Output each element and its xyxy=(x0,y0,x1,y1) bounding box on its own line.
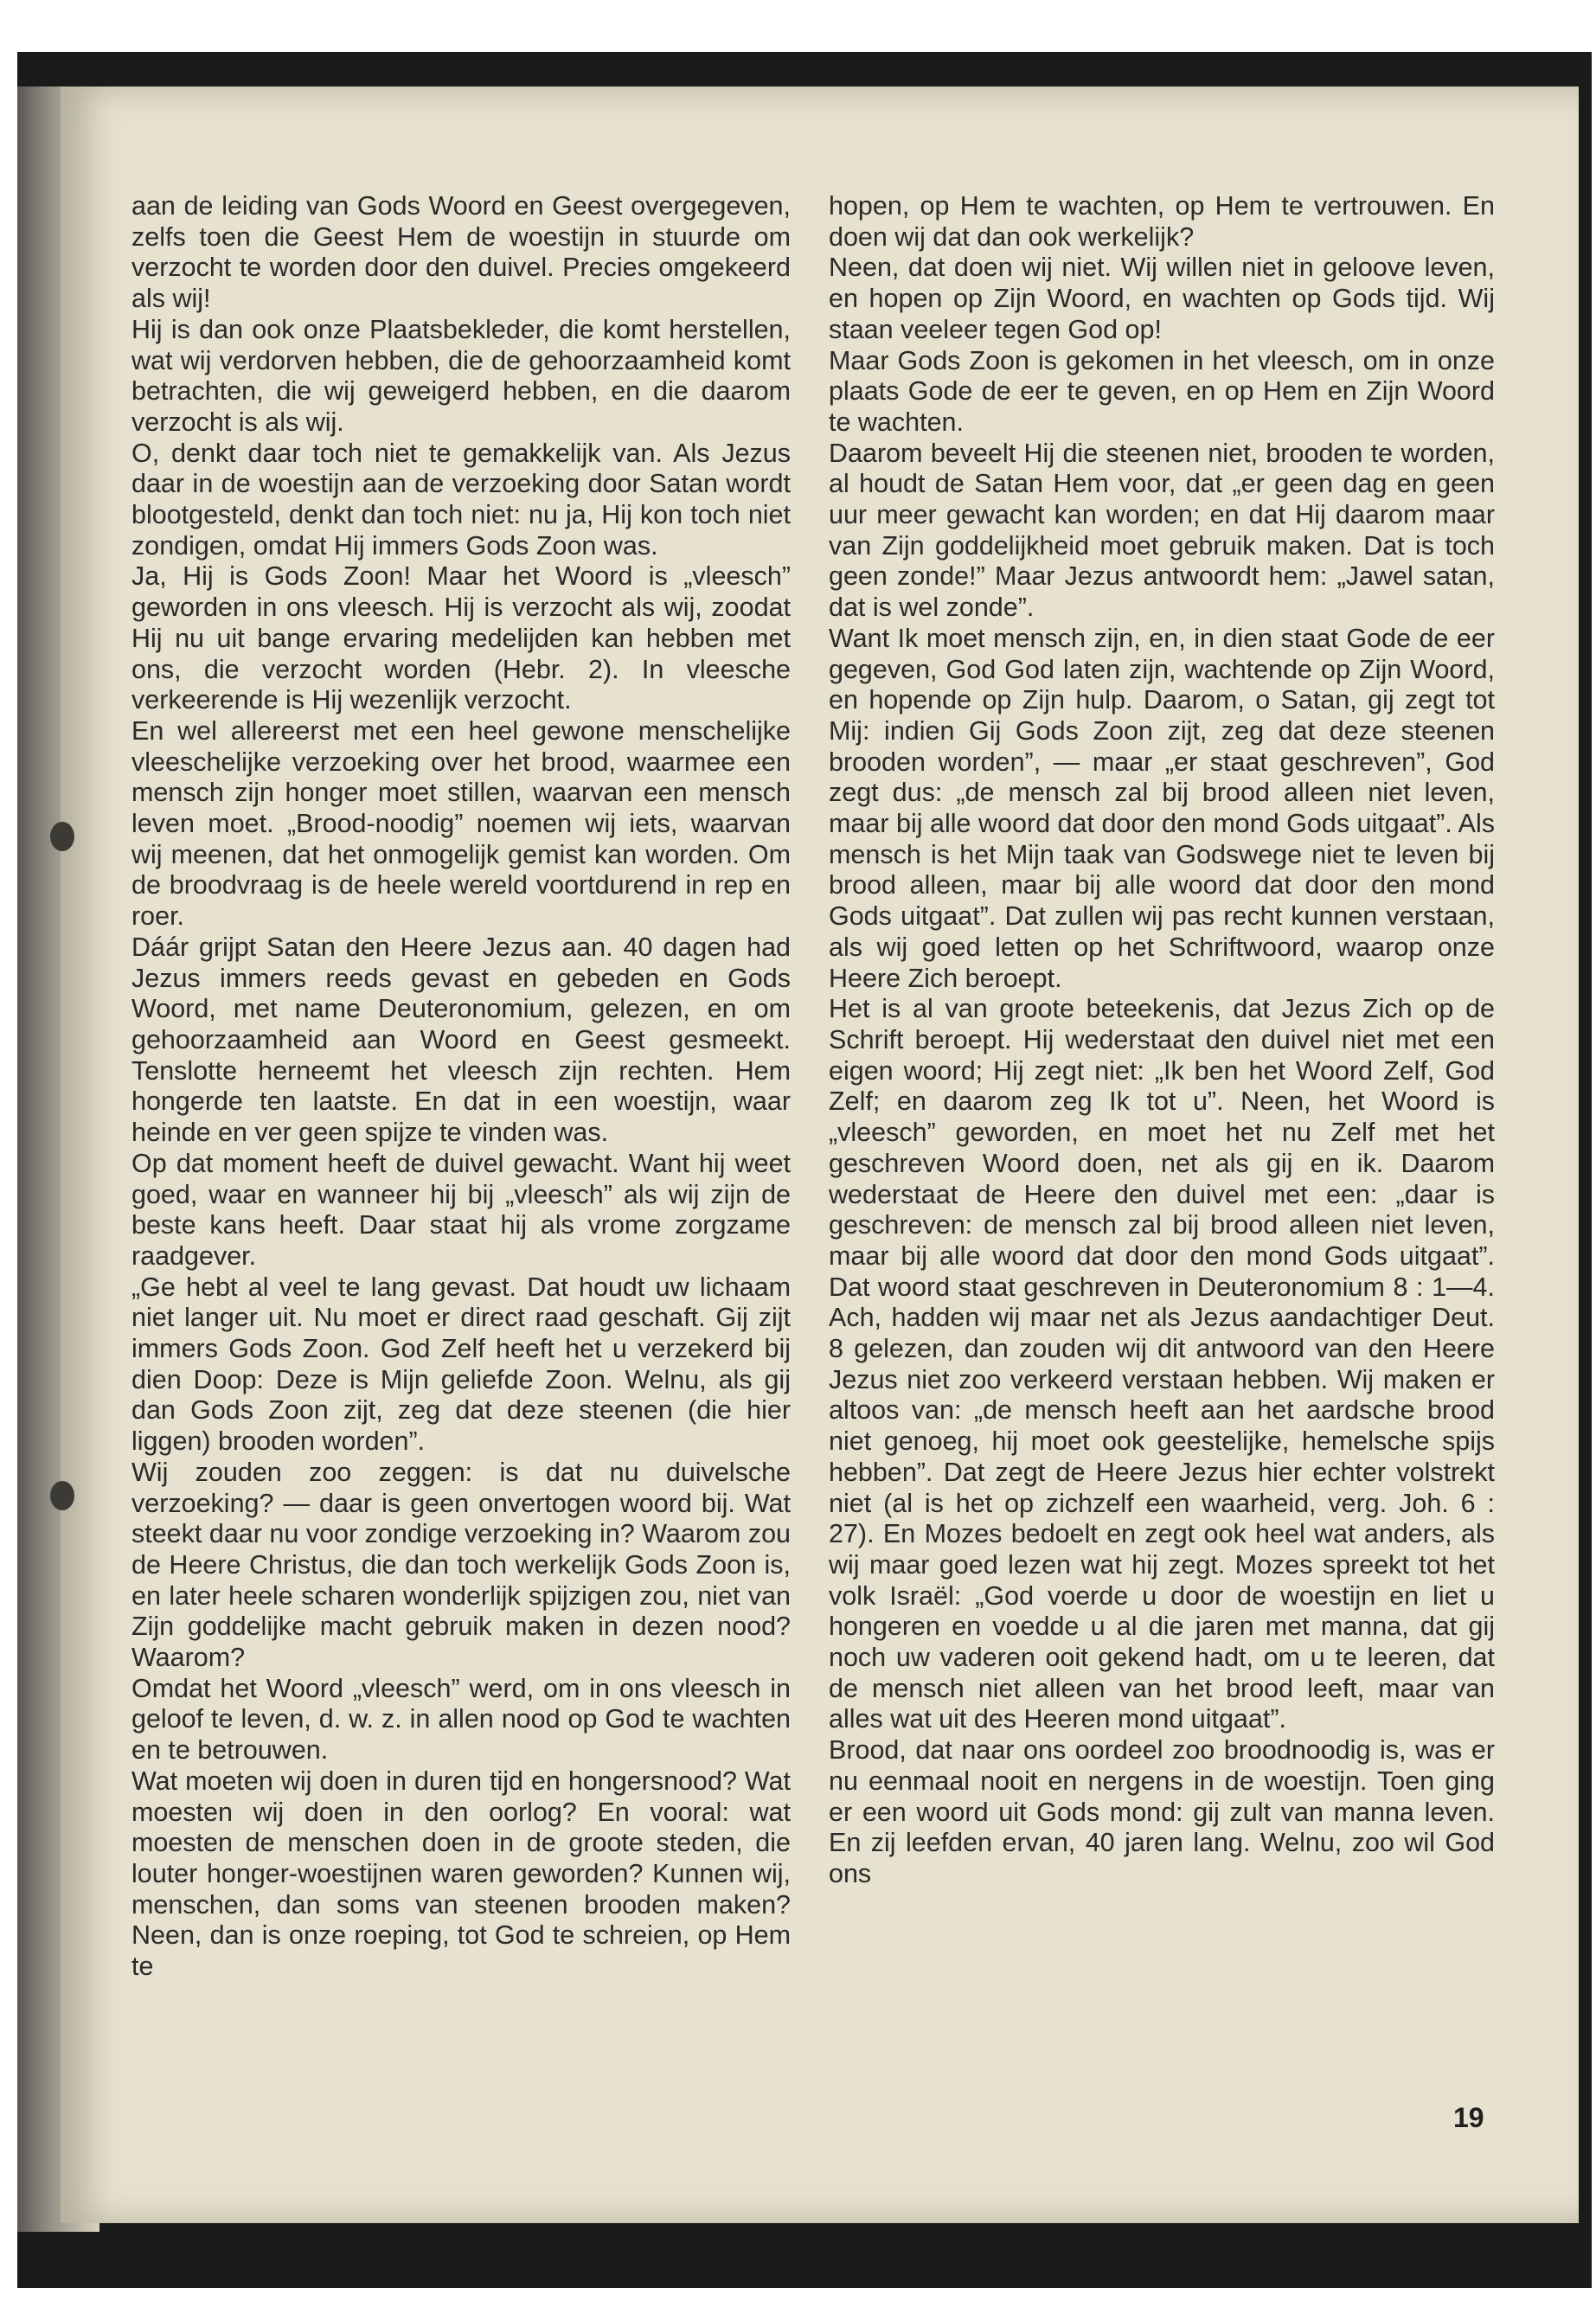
paragraph: Omdat het Woord „vleesch” werd, om in ons vleesch in geloof te leven, d. w. z. in allen nood op God te wachten en te betrouwen. xyxy=(131,1673,791,1766)
paragraph: hopen, op Hem te wachten, op Hem te vertrouwen. En doen wij dat dan ook werkelijk? xyxy=(829,191,1495,252)
paragraph: Brood, dat naar ons oordeel zoo broodnoodig is, was er nu eenmaal nooit en nergens in de woestijn. Toen ging er een woord uit Gods mond: gij zult van manna leven. En zij leefden ervan, 40 jaren lang. Welnu, zoo wil God ons xyxy=(829,1735,1495,1888)
paragraph: Want Ik moet mensch zijn, en, in dien staat Gode de eer gegeven, God God laten zijn, wachtende op Zijn Woord, en hopende op Zijn hulp. Daarom, o Satan, gij zegt tot Mij: indien Gij Gods Zoon zijt, zeg dat deze steenen brooden worden”, — maar „er staat geschreven”, God zegt dus: „de mensch zal bij brood alleen niet leven, maar bij alle woord dat door den mond Gods uitgaat”. Als mensch is het Mijn taak van Godswege niet te leven bij brood alleen, maar bij alle woord dat door den mond Gods uitgaat”. Dat zullen wij pas recht kunnen verstaan, als wij goed letten op het Schriftwoord, waarop onze Heere Zich beroept. xyxy=(829,623,1495,993)
paragraph: Het is al van groote beteekenis, dat Jezus Zich op de Schrift beroept. Hij wederstaat den duivel niet met een eigen woord; Hij zegt niet: „Ik ben het Woord Zelf, God Zelf; en daarom zeg Ik tot u”. Neen, het Woord is „vleesch” geworden, en moet het nu Zelf met het geschreven Woord doen, net als gij en ik. Daarom wederstaat de Heere den duivel met een: „daar is geschreven: de mensch zal bij brood alleen niet leven, maar bij alle woord dat door den mond Gods uitgaat”. Dat woord staat geschreven in Deuteronomium 8 : 1—4. Ach, hadden wij maar net als Jezus aandachtiger Deut. 8 gelezen, dan zouden wij dit antwoord van den Heere Jezus niet zoo verkeerd verstaan hebben. Wij maken er altoos van: „de mensch heeft aan het aardsche brood niet genoeg, hij moet ook geestelijke, hemelsche spijs hebben”. Dat zegt de Heere Jezus hier echter volstrekt niet (al is het op zichzelf een waarheid, verg. Joh. 6 : 27). En Mozes bedoelt en zegt ook heel wat anders, als wij maar goed lezen wat hij zegt. Mozes spreekt tot het volk Israël: „God voerde u door de woestijn en liet u hongeren en voedde u al die jaren met manna, dat gij noch uw vaderen ooit gekend hadt, om u te leeren, dat de mensch niet alleen van het brood leeft, maar van alles wat uit des Heeren mond uitgaat”. xyxy=(829,994,1495,1734)
paragraph: Dáár grijpt Satan den Heere Jezus aan. 40 dagen had Jezus immers reeds gevast en gebeden en Gods Woord, met name Deuteronomium, gelezen, en om gehoorzaamheid aan Woord en Geest gesmeekt. Tenslotte herneemt het vleesch zijn rechten. Hem hongerde ten laatste. En dat in een woestijn, waar heinde en ver geen spijze te vinden was. xyxy=(131,932,791,1148)
paragraph: Ja, Hij is Gods Zoon! Maar het Woord is „vleesch” geworden in ons vleesch. Hij is verzocht als wij, zoodat Hij nu uit bange ervaring medelijden kan hebben met ons, die verzocht worden (Hebr. 2). In vleesche verkeerende is Hij wezenlijk verzocht. xyxy=(131,561,791,715)
paragraph: aan de leiding van Gods Woord en Geest overgegeven, zelfs toen die Geest Hem de woestijn in stuurde om verzocht te worden door den duivel. Precies omgekeerd als wij! xyxy=(131,191,791,314)
paragraph: Wat moeten wij doen in duren tijd en hongersnood? Wat moesten wij doen in den oorlog? En vooral: wat moesten de menschen doen in de groote steden, die louter honger-woestijnen waren geworden? Kunnen wij, menschen, dan soms van steenen brooden maken? Neen, dan is onze roeping, tot God te schreien, op Hem te xyxy=(131,1766,791,1982)
paragraph: Op dat moment heeft de duivel gewacht. Want hij weet goed, waar en wanneer hij bij „vleesch” als wij zijn de beste kans heeft. Daar staat hij als vrome zorgzame raadgever. xyxy=(131,1148,791,1271)
paragraph: Neen, dat doen wij niet. Wij willen niet in geloove leven, en hopen op Zijn Woord, en wachten op Gods tijd. Wij staan veeleer tegen God op! xyxy=(829,253,1495,344)
right-column xyxy=(829,191,1495,1890)
binding-mark-lower xyxy=(50,1481,74,1510)
paragraph: „Ge hebt al veel te lang gevast. Dat houdt uw lichaam niet langer uit. Nu moet er direct raad geschaft. Gij zijt immers Gods Zoon. God Zelf heeft het u verzekerd bij dien Doop: Deze is Mijn geliefde Zoon. Welnu, als gij dan Gods Zoon zijt, zeg dat deze steenen (die hier liggen) brooden worden”. xyxy=(131,1272,791,1457)
binding-mark-upper xyxy=(50,822,74,851)
page-number: 19 xyxy=(1453,2102,1484,2133)
paragraph: Hij is dan ook onze Plaatsbekleder, die komt herstellen, wat wij verdorven hebben, die de gehoorzaamheid komt betrachten, die wij geweigerd hebben, en die daarom verzocht is als wij. xyxy=(131,314,791,437)
left-column xyxy=(131,191,791,1983)
paragraph: O, denkt daar toch niet te gemakkelijk van. Als Jezus daar in de woestijn aan de verzoeking door Satan wordt blootgesteld, denkt dan toch niet: nu ja, Hij kon toch niet zondigen, omdat Hij immers Gods Zoon was. xyxy=(131,438,791,561)
paragraph: En wel allereerst met een heel gewone menschelijke vleeschelijke verzoeking over het brood, waarmee een mensch zijn honger moet stillen, waarvan een mensch leven moet. „Brood-noodig” noemen wij iets, waarvan wij meenen, dat het onmogelijk gemist kan worden. Om de broodvraag is de heele wereld voortdurend in rep en roer. xyxy=(131,715,791,932)
paragraph: Maar Gods Zoon is gekomen in het vleesch, om in onze plaats Gode de eer te geven, en op Hem en Zijn Woord te wachten. xyxy=(829,345,1495,437)
paragraph: Wij zouden zoo zeggen: is dat nu duivelsche verzoeking? — daar is geen onvertogen woord bij. Wat steekt daar nu voor zondige verzoeking in? Waarom zou de Heere Christus, die dan toch werkelijk Gods Zoon is, en later heele scharen wonderlijk spijzigen zou, niet van Zijn goddelijke macht gebruik maken in dezen nood? Waarom? xyxy=(131,1457,791,1673)
paragraph: Daarom beveelt Hij die steenen niet, brooden te worden, al houdt de Satan Hem voor, dat „er geen dag en geen uur meer gewacht kan worden; en dat Hij daarom maar van Zijn goddelijkheid moet gebruik maken. Dat is toch geen zonde!” Maar Jezus antwoordt hem: „Jawel satan, dat is wel zonde”. xyxy=(829,438,1495,623)
